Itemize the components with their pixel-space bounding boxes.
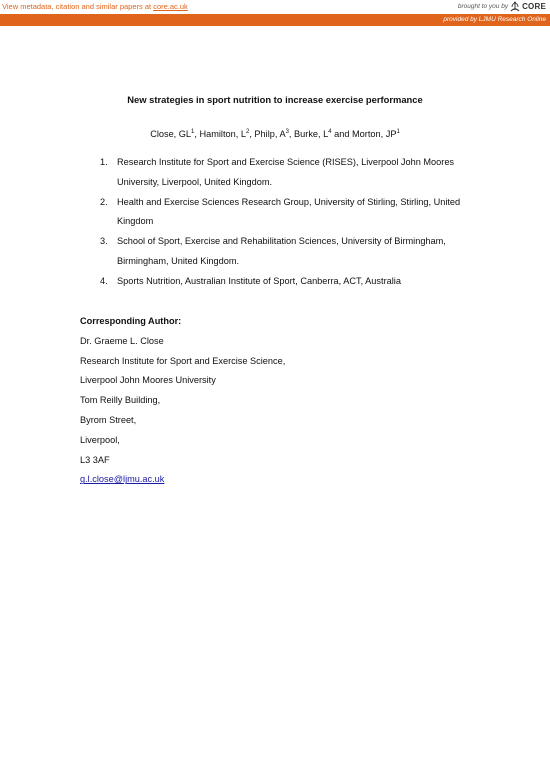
corresponding-postcode: L3 3AF <box>80 454 110 465</box>
author-hamilton: , Hamilton, L <box>194 129 246 139</box>
affiliation-number: 2. <box>100 196 108 207</box>
corresponding-author-heading: Corresponding Author: <box>80 316 182 326</box>
author-philp-affil: 3 <box>285 128 289 135</box>
affiliation-line: Kingdom <box>117 216 154 227</box>
author-close: Close, GL <box>150 129 192 139</box>
corresponding-city: Liverpool, <box>80 434 120 445</box>
corresponding-institute: Research Institute for Sport and Exercise Science, <box>80 355 286 366</box>
corresponding-author-block <box>80 312 480 490</box>
brought-by-core[interactable] <box>458 1 546 12</box>
affiliation-item <box>100 193 480 233</box>
affiliation-line: Research Institute for Sport and Exercise Science (RISES), Liverpool John Moores <box>117 157 455 167</box>
affiliation-number: 4. <box>100 275 108 286</box>
affiliation-line: School of Sport, Exercise and Rehabilitation Sciences, University of Birmingham, <box>117 236 446 247</box>
corresponding-street: Byrom Street, <box>80 414 137 425</box>
affiliation-number: 1. <box>100 157 108 167</box>
affiliation-line: Health and Exercise Sciences Research Group, University of Stirling, Stirling, United <box>117 196 461 207</box>
core-ac-uk-link[interactable]: core.ac.uk <box>153 2 188 11</box>
core-wordmark: CORE <box>522 2 546 11</box>
affiliation-item <box>100 232 480 272</box>
author-close-affil: 1 <box>191 128 195 135</box>
author-burke: , Burke, L <box>288 129 329 139</box>
affiliation-number: 3. <box>100 236 108 247</box>
corresponding-email-link[interactable]: g.l.close@ljmu.ac.uk <box>80 474 165 485</box>
corresponding-author-name: Dr. Graeme L. Close <box>80 335 164 346</box>
view-metadata-link[interactable] <box>2 2 188 11</box>
author-morton-affil: 1 <box>396 128 400 135</box>
author-morton: and Morton, JP <box>331 129 397 139</box>
paper-title: New strategies in sport nutrition to increase exercise performance <box>127 94 423 105</box>
author-hamilton-affil: 2 <box>245 128 250 135</box>
affiliation-list <box>100 153 480 292</box>
affiliation-item <box>100 153 480 193</box>
author-list <box>0 129 550 139</box>
core-banner-top <box>0 0 550 14</box>
view-metadata-text: View metadata, citation and similar papers at <box>2 2 154 11</box>
author-philp: , Philp, A <box>249 129 286 139</box>
author-burke-affil: 4 <box>328 128 332 135</box>
affiliation-line: Birmingham, United Kingdom. <box>117 255 240 266</box>
core-logo-icon <box>510 1 520 12</box>
affiliation-item <box>100 272 480 292</box>
brought-to-you-text: brought to you by <box>457 3 509 10</box>
core-provided-strip <box>0 14 550 26</box>
affiliation-line: Sports Nutrition, Australian Institute of Sport, Canberra, ACT, Australia <box>117 275 401 286</box>
corresponding-university: Liverpool John Moores University <box>80 375 216 386</box>
corresponding-building: Tom Reilly Building, <box>80 395 161 406</box>
core-banner <box>0 0 550 27</box>
affiliation-line: University, Liverpool, United Kingdom. <box>117 176 273 187</box>
provided-by-text[interactable]: provided by LJMU Research Online <box>443 16 546 23</box>
